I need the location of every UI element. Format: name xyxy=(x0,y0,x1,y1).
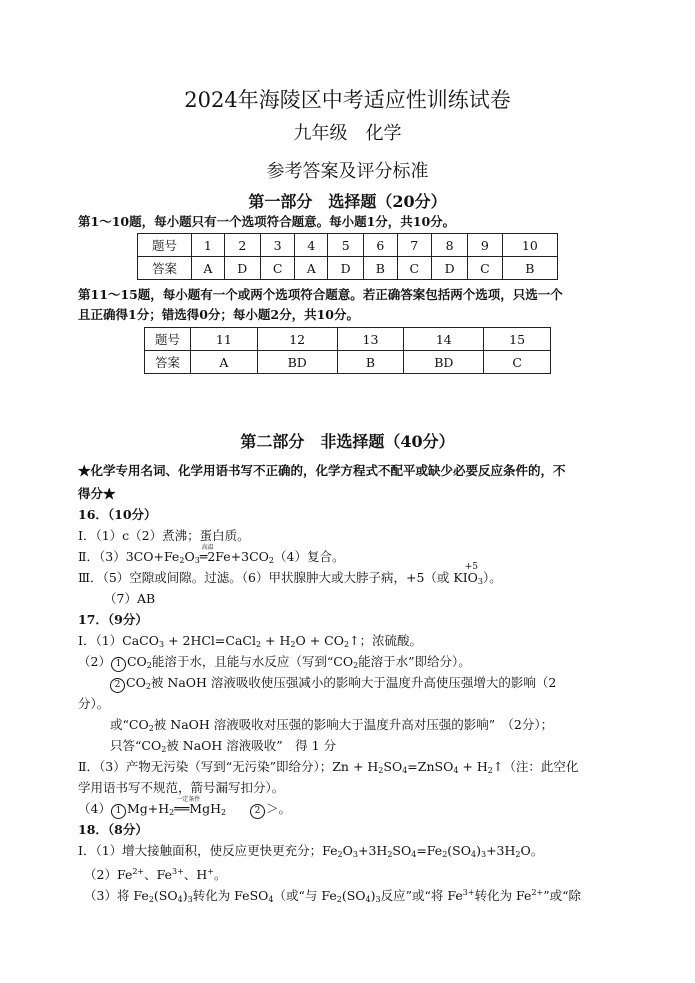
equation-part: O xyxy=(342,843,353,858)
table-cell: 题号 xyxy=(145,328,191,351)
answer-text: ＞。 xyxy=(265,801,291,816)
equation-part: +3H xyxy=(357,843,388,858)
circled-number: 1 xyxy=(111,804,126,819)
equation-part: O。 xyxy=(520,843,544,858)
answer-text: 只答“CO xyxy=(110,738,162,753)
answer-text: 被 NaOH 溶液吸收使压强减小的影响大于温度升高使压强增大的影响（2 xyxy=(150,675,557,690)
answer-text: 转化为 FeSO xyxy=(192,888,269,903)
reaction-condition: 一定条件 ══ xyxy=(174,801,189,817)
table-cell: 13 xyxy=(337,328,404,351)
q16-line-3: Ⅲ．（5）空隙或间隙。过滤。（6）甲状腺肿大或大脖子病，+5（或 K +5 $IO_3$）。 xyxy=(78,570,502,590)
table-cell: 答案 xyxy=(138,257,192,280)
element-symbol: I xyxy=(462,570,468,585)
part2-heading: 第二部分 非选择题（40分） xyxy=(240,432,455,451)
q17-line-8: 学用语书写不规范，箭号漏写扣分）。 xyxy=(78,780,285,795)
grade-subject: 九年级 化学 xyxy=(293,123,402,144)
equation-part: MgH xyxy=(189,801,221,816)
table-cell: 11 xyxy=(191,328,258,351)
answer-text: （1）c（2）煮沸；蛋白质。 xyxy=(95,528,250,543)
equation-part: SO xyxy=(392,843,412,858)
q16-line-1 xyxy=(78,528,250,544)
q17-line-4: 分）。 xyxy=(78,696,110,711)
scoring-note-a: ★化学专用名词、化学用语书写不正确的，化学方程式不配平或缺少必要反应条件的，不 xyxy=(78,463,566,478)
q18-heading: 18．（8分） xyxy=(78,822,148,837)
table-cell: 3 xyxy=(260,234,295,257)
part1-intro-1: 第1～10题，每小题只有一个选项符合题意。每小题1分，共10分。 xyxy=(78,214,456,229)
equation-part: 2Fe+3CO xyxy=(207,549,269,564)
table-cell: D xyxy=(224,257,260,280)
table-cell: 14 xyxy=(404,328,484,351)
table-cell: B xyxy=(364,257,397,280)
table-cell: C xyxy=(260,257,295,280)
oxidation-label: +5 xyxy=(464,562,478,572)
table-cell: 6 xyxy=(364,234,397,257)
answer-text: 或“CO xyxy=(110,717,149,732)
q17-heading: 17．（9分） xyxy=(78,612,148,627)
answer-key-subtitle: 参考答案及评分标准 xyxy=(266,161,429,182)
roman-numeral: Ⅰ． xyxy=(78,528,96,543)
q18-line-2: $(2)Fe^{2+}$、$Fe^{3+}$、H+。 xyxy=(84,867,227,882)
oxidation-state xyxy=(462,562,478,586)
q17-line-7: Ⅱ．（3）产物无污染（写到“无污染”即给分）；$Zn + H_2SO_4=ZnSO_4$ + $H_2↑$（注：此空化 xyxy=(78,759,579,775)
answer-text: 。 xyxy=(213,867,227,882)
answer-text: （4） xyxy=(78,801,111,816)
answer-text: 、H xyxy=(183,867,208,882)
answer-text: 被 NaOH 溶液吸收” 得 1 分 xyxy=(166,738,337,753)
table-row xyxy=(145,328,551,351)
q17-line-1: Ⅰ．（1）CaCO$_3$ + 2HCl=CaCl$_2$ + $H_2O$ + $CO_2↑$；浓硫酸。 xyxy=(78,633,423,649)
part1-intro-2a: 第11～15题，每小题有一个或两个选项符合题意。若正确答案包括两个选项，只选一个 xyxy=(78,287,563,302)
roman-numeral: Ⅰ． xyxy=(78,633,96,648)
circled-number: 2 xyxy=(250,804,265,819)
answer-text: ）。 xyxy=(483,570,502,585)
answer-text: 、Fe xyxy=(144,867,173,882)
table-cell: 12 xyxy=(257,328,337,351)
roman-numeral: Ⅰ． xyxy=(78,843,96,858)
answer-text: CO xyxy=(126,675,146,690)
q17-line-2: （2） 1 $CO_2$能溶于水，且能与水反应（写到“$CO_2$能溶于水”即给分）。 xyxy=(78,654,471,670)
exam-title: 2024年海陵区中考适应性训练试卷 xyxy=(184,88,511,112)
table-cell: 4 xyxy=(295,234,328,257)
answer-text: （3）产物无污染（写到“无污染”即给分）；Zn + H xyxy=(99,759,379,774)
table-cell: BD xyxy=(404,351,484,374)
q18-line-1: Ⅰ．（1）增大接触面积，使反应更快更充分；$Fe_2O_3+3H_2SO_4=Fe_2(SO_4)_3+3H_2O$。 xyxy=(78,843,544,859)
answer-text: 能溶于水”即给分）。 xyxy=(358,654,471,669)
table-cell: 8 xyxy=(432,234,468,257)
table-cell: A xyxy=(191,351,258,374)
table-cell: 9 xyxy=(468,234,503,257)
equation-part: (SO xyxy=(153,888,178,903)
condition-label: 高温 xyxy=(201,544,214,551)
condition-label: 一定条件 xyxy=(176,796,201,803)
answer-text: 转化为 Fe xyxy=(474,888,532,903)
q17-line-6: 只答“$CO_2$被 NaOH 溶液吸收” 得 1 分 xyxy=(110,738,337,754)
answer-text: 被 NaOH 溶液吸收对压强的影响大于温度升高对压强的影响” （2分）； xyxy=(153,717,554,732)
circled-number: 2 xyxy=(110,678,125,693)
table-row xyxy=(145,351,551,374)
table-cell: 7 xyxy=(397,234,432,257)
table-cell: A xyxy=(192,257,225,280)
table-cell: 15 xyxy=(484,328,551,351)
scoring-note-b: 得分★ xyxy=(78,486,116,501)
equation-part: + 2HCl=CaCl xyxy=(164,633,256,648)
equation-part: +3H xyxy=(486,843,516,858)
answer-text: （2）Fe xyxy=(84,867,133,882)
answer-table-1 xyxy=(137,233,558,280)
q16-line-2: Ⅱ．$(3)3CO+Fe_2O_3$ 高温 $═2Fe+3CO_2(4)$复合。 xyxy=(78,549,344,569)
table-cell: C xyxy=(397,257,432,280)
answer-text: ↑；浓硫酸。 xyxy=(349,633,423,648)
answer-table-2 xyxy=(144,327,551,374)
answer-text: （2） xyxy=(78,654,111,669)
answer-text: 反应”或“将 Fe xyxy=(380,888,463,903)
table-cell: B xyxy=(502,257,557,280)
table-cell: 5 xyxy=(328,234,364,257)
equation-part: Mg+H xyxy=(126,801,170,816)
roman-numeral: Ⅱ． xyxy=(78,549,99,564)
roman-numeral: Ⅲ． xyxy=(78,570,103,585)
answer-text: 能溶于水，且能与水反应（写到“CO xyxy=(151,654,354,669)
equation-part: （3）3CO+Fe xyxy=(99,549,180,564)
q17-line-3: 2 $CO_2$被 NaOH 溶液吸收使压强减小的影响大于温度升高使压强增大的影响（2 xyxy=(110,675,556,695)
q16-line-4: （7）AB xyxy=(104,591,156,606)
element-symbol: O xyxy=(467,570,478,585)
table-cell: C xyxy=(468,257,503,280)
part1-heading: 第一部分 选择题（20分） xyxy=(248,192,447,211)
answer-text: CO xyxy=(126,654,147,669)
equation-part: =ZnSO xyxy=(407,759,454,774)
equation-part: (SO xyxy=(447,843,471,858)
circled-number: 1 xyxy=(111,657,126,672)
q17-line-5: 或“$CO_2$被 NaOH 溶液吸收对压强的影响大于温度升高对压强的影响” （2分）； xyxy=(110,717,554,733)
equation-part: =Fe xyxy=(416,843,443,858)
equation-part: (SO xyxy=(341,888,366,903)
table-cell: C xyxy=(484,351,551,374)
q18-line-3: （3）将 $Fe_2(SO_4)_3$转化为 FeSO$_4$（或“与 $Fe_2(SO_4)_3$反应”或“将 $Fe^{3+}$转化为 $Fe^{2+}$”或“除 xyxy=(84,888,582,904)
q16-heading: 16．（10分） xyxy=(78,507,157,522)
equation-part: （1）CaCO xyxy=(95,633,159,648)
table-cell: 1 xyxy=(192,234,225,257)
answer-text: （或“与 Fe xyxy=(273,888,337,903)
reaction-condition: 高温 ═ xyxy=(200,549,208,565)
table-cell: 2 xyxy=(224,234,260,257)
table-cell: A xyxy=(295,257,328,280)
roman-numeral: Ⅱ． xyxy=(78,759,99,774)
answer-text: （5）空隙或间隙。过滤。（6）甲状腺肿大或大脖子病，+5（或 K xyxy=(102,570,463,585)
table-cell: 10 xyxy=(502,234,557,257)
table-cell: D xyxy=(432,257,468,280)
answer-text: ↑（注：此空化 xyxy=(492,759,579,774)
equation-part: O + CO xyxy=(295,633,344,648)
table-row xyxy=(138,234,558,257)
table-cell: 答案 xyxy=(145,351,191,374)
answer-text: ”或“除 xyxy=(543,888,582,903)
table-cell: 题号 xyxy=(138,234,192,257)
equation-part: ) xyxy=(476,843,481,858)
equation-part: + H xyxy=(458,759,488,774)
table-cell: B xyxy=(337,351,404,374)
equation-part: ) xyxy=(370,888,376,903)
table-row xyxy=(138,257,558,280)
table-cell: D xyxy=(328,257,364,280)
table-cell: BD xyxy=(257,351,337,374)
equation-part: ) xyxy=(182,888,188,903)
answer-text: （4）复合。 xyxy=(274,549,345,564)
answer-text: （3）将 Fe xyxy=(84,888,149,903)
answer-text: （1）增大接触面积，使反应更快更充分；Fe xyxy=(95,843,338,858)
equation-part: SO xyxy=(383,759,403,774)
part1-intro-2b: 且正确得1分；错选得0分；每小题2分，共10分。 xyxy=(78,307,359,322)
q17-line-9: （4） 1 $Mg+H_2$ 一定条件 ══MgH$_2$ 2 ＞。 xyxy=(78,801,291,821)
equation-part: + H xyxy=(261,633,291,648)
